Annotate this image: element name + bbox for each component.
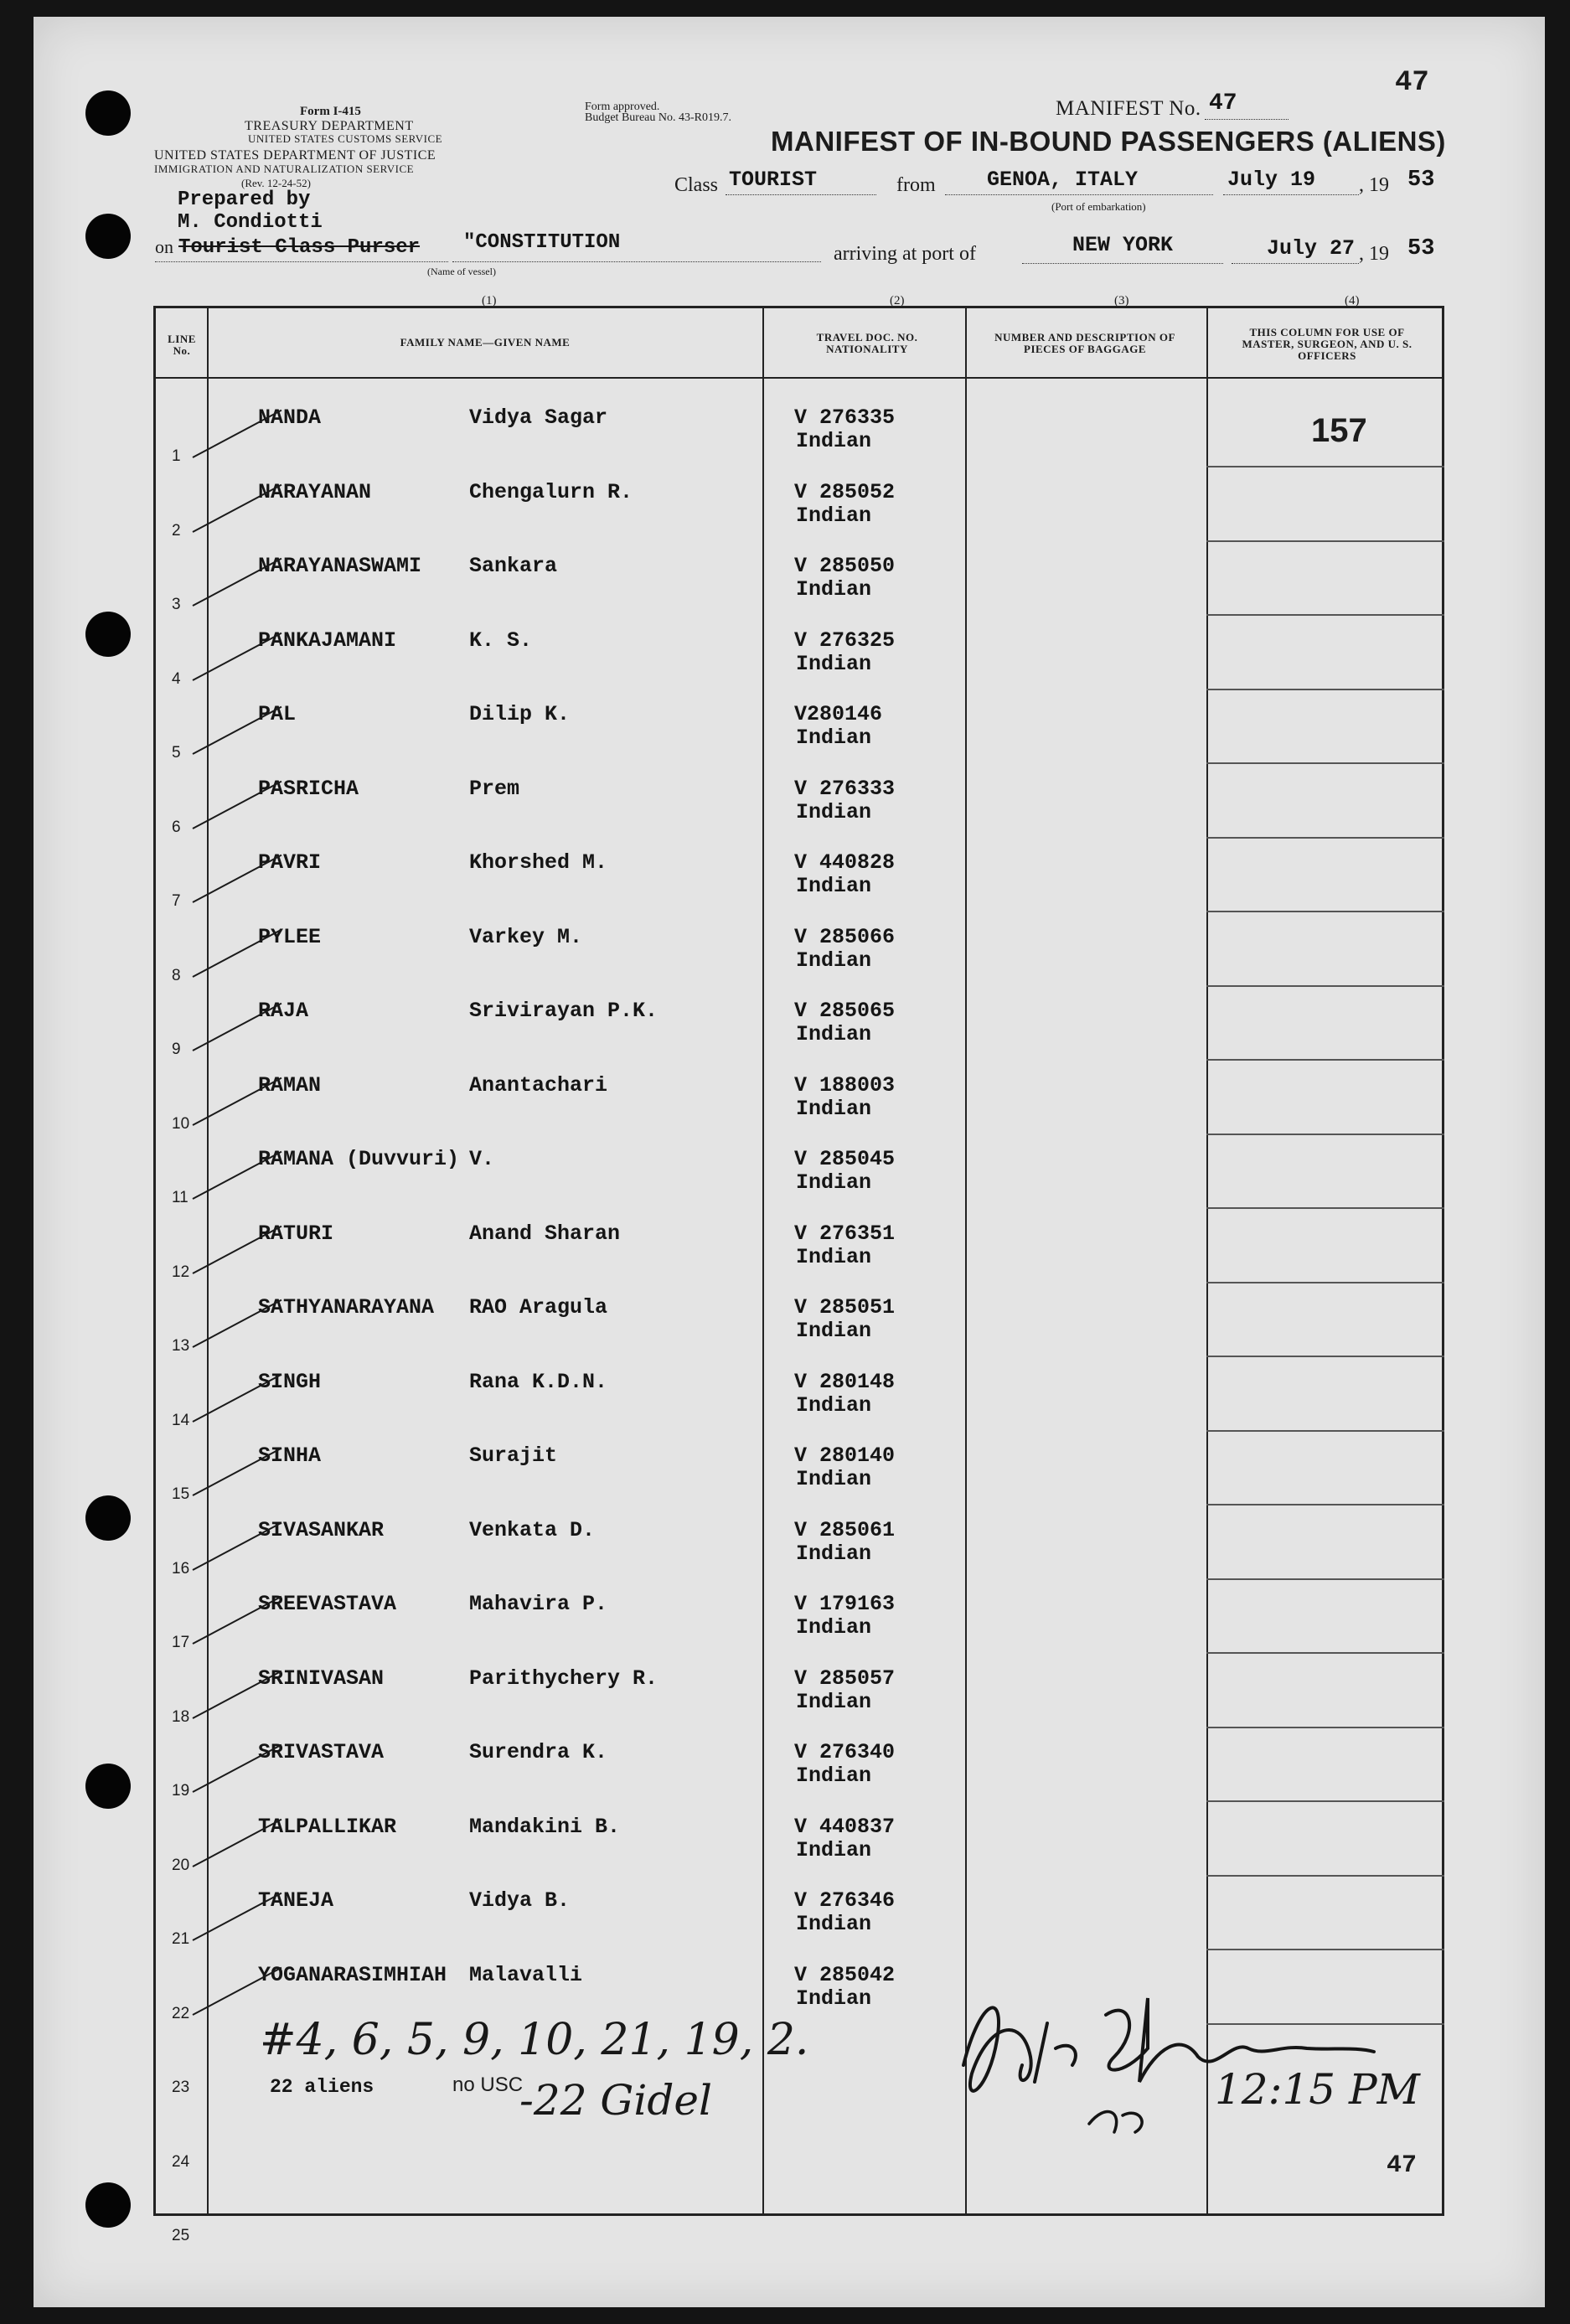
passenger-given-name: Surendra K. (469, 1740, 608, 1764)
signature-time: 12:15 PM (1215, 2065, 1420, 2114)
form-approved: Form approved. (585, 101, 660, 113)
binder-hole (85, 1764, 131, 1809)
passenger-travel-doc: V 285061 (794, 1517, 896, 1542)
arrival-year-prefix: , 19 (1359, 243, 1389, 265)
officer-column-rule (1206, 985, 1444, 987)
officer-column-rule (1206, 1800, 1444, 1802)
officer-column-rule (1206, 614, 1444, 616)
manifest-title: MANIFEST OF IN-BOUND PASSENGERS (ALIENS) (771, 126, 1446, 157)
passenger-family-name: PANKAJAMANI (258, 627, 397, 653)
passenger-family-name: PASRICHA (258, 776, 359, 801)
arrival-year: 53 (1407, 236, 1435, 261)
line-number: 4 (172, 669, 181, 688)
passenger-given-name: Parithychery R. (469, 1666, 658, 1691)
aliens-count: 22 aliens (270, 2076, 374, 2098)
passenger-travel-doc: V 276346 (794, 1888, 896, 1913)
line-number: 18 (172, 1707, 190, 1726)
passenger-given-name: Dilip K. (469, 702, 571, 726)
passenger-nationality: Indian (796, 1096, 872, 1121)
officer-column-rule (1206, 689, 1444, 690)
passenger-family-name: PAL (258, 702, 297, 726)
passenger-given-name: Srivirayan P.K. (469, 999, 658, 1023)
line-number: 19 (172, 1782, 190, 1800)
passenger-given-name: Malavalli (469, 1962, 583, 1987)
passenger-travel-doc: V 285057 (794, 1666, 896, 1691)
column-number-1: (1) (482, 294, 497, 307)
line-number: 9 (172, 1041, 181, 1058)
officer-column-rule (1206, 1207, 1444, 1209)
passenger-nationality: Indian (796, 577, 872, 602)
officer-column-rule (1206, 1875, 1444, 1877)
passenger-given-name: Vidya Sagar (469, 405, 608, 430)
passenger-travel-doc: V 276340 (794, 1740, 896, 1764)
binder-hole (85, 1495, 131, 1541)
line-number: 1 (172, 447, 181, 465)
line-number: 2 (172, 521, 181, 540)
passenger-travel-doc: V 285065 (794, 999, 896, 1023)
passenger-travel-doc: V 276351 (794, 1221, 896, 1246)
passenger-nationality: Indian (796, 1170, 872, 1195)
departure-year-prefix: , 19 (1359, 174, 1389, 196)
budget-bureau: Budget Bureau No. 43-R019.7. (585, 111, 731, 124)
header-officers: THIS COLUMN FOR USE OF MASTER, SURGEON, AND U. S. OFFICERS (1242, 326, 1412, 362)
line-number: 21 (172, 1930, 190, 1948)
line-number: 5 (172, 744, 181, 762)
officer-column-rule (1206, 1059, 1444, 1061)
binder-hole (85, 214, 131, 259)
passenger-given-name: Rana K.D.N. (469, 1369, 608, 1394)
form-id: Form I-415 (300, 105, 361, 118)
column-number-4: (4) (1345, 294, 1360, 307)
passenger-nationality: Indian (796, 1541, 872, 1566)
passenger-family-name: TALPALLIKAR (258, 1814, 397, 1839)
line-number: 8 (172, 966, 181, 984)
manifest-number: 47 (1209, 90, 1237, 116)
vessel-line (155, 261, 448, 262)
treasury-department: TREASURY DEPARTMENT (245, 119, 414, 133)
passenger-given-name: V. (469, 1147, 495, 1171)
passenger-nationality: Indian (796, 429, 872, 453)
passenger-travel-doc: V 285066 (794, 924, 896, 949)
header-baggage: NUMBER AND DESCRIPTION OF PIECES OF BAGGAGE (994, 331, 1175, 355)
passenger-family-name: YOGANARASIMHIAH (258, 1962, 447, 1987)
officer-column-rule (1206, 1430, 1444, 1432)
officer-column-rule (1206, 837, 1444, 839)
passenger-travel-doc: V 280140 (794, 1443, 896, 1468)
arrival-date: July 27 (1267, 236, 1356, 261)
class-value: TOURIST (729, 168, 818, 192)
on-label: on (155, 236, 173, 257)
passenger-nationality: Indian (796, 1392, 872, 1418)
column-divider (965, 306, 967, 2216)
binder-hole (85, 2182, 131, 2228)
departure-line (1223, 194, 1359, 195)
vessel-name: "CONSTITUTION (463, 231, 621, 254)
passenger-travel-doc: V 440828 (794, 850, 896, 875)
class-label: Class (674, 174, 719, 196)
column-number-3: (3) (1114, 294, 1129, 307)
passenger-travel-doc: V 276325 (794, 627, 896, 653)
officer-column-rule (1206, 1134, 1444, 1135)
vessel-caption: (Name of vessel) (427, 266, 496, 277)
arriving-label: arriving at port of (834, 243, 976, 265)
preparer-name: M. Condiotti (178, 211, 323, 234)
passenger-given-name: Mandakini B. (469, 1814, 621, 1839)
passenger-given-name: Prem (469, 776, 520, 801)
passenger-nationality: Indian (796, 874, 872, 898)
line-number: 17 (172, 1634, 190, 1651)
passenger-family-name: SRIVASTAVA (258, 1740, 385, 1764)
from-line (945, 194, 1213, 195)
passenger-given-name: Mahavira P. (469, 1592, 608, 1616)
passenger-given-name: RAO Aragula (469, 1295, 608, 1320)
passenger-travel-doc: V 285050 (794, 554, 896, 578)
passenger-family-name: SRINIVASAN (258, 1666, 385, 1691)
line-number: 6 (172, 818, 181, 836)
passenger-family-name: TANEJA (258, 1888, 334, 1913)
passenger-family-name: NARAYANASWAMI (258, 554, 422, 578)
passenger-nationality: Indian (796, 1319, 872, 1343)
passenger-family-name: SREEVASTAVA (258, 1592, 397, 1616)
line-number: 15 (172, 1485, 190, 1503)
header-rule (153, 377, 1444, 379)
customs-service: UNITED STATES CUSTOMS SERVICE (248, 132, 443, 145)
binder-hole (85, 90, 131, 136)
class-line (726, 194, 876, 195)
line-number: 11 (172, 1189, 189, 1206)
purser-role: Tourist Class Purser (178, 236, 421, 259)
binder-hole (85, 612, 131, 657)
passenger-family-name: RAJA (258, 999, 309, 1023)
passenger-family-name: RAMANA (Duvvuri) (258, 1147, 460, 1171)
passenger-nationality: Indian (796, 1615, 872, 1640)
passenger-given-name: Varkey M. (469, 924, 583, 949)
officer-column-rule (1206, 762, 1444, 764)
line-number: 10 (172, 1114, 190, 1133)
passenger-family-name: SIVASANKAR (258, 1517, 385, 1542)
passenger-nationality: Indian (796, 1764, 872, 1788)
passenger-family-name: PYLEE (258, 924, 322, 949)
passenger-nationality: Indian (796, 726, 872, 750)
passenger-family-name: PAVRI (258, 850, 322, 875)
passenger-given-name: Anand Sharan (469, 1221, 621, 1246)
passenger-family-name: NARAYANAN (258, 479, 372, 504)
line-number: 7 (172, 892, 181, 910)
line-number: 14 (172, 1411, 190, 1429)
passenger-nationality: Indian (796, 1022, 872, 1046)
passenger-given-name: Anantachari (469, 1072, 608, 1097)
officer-column-rule (1206, 1578, 1444, 1580)
page-number-top: 47 (1395, 67, 1429, 99)
officer-column-rule (1206, 1504, 1444, 1505)
passenger-travel-doc: V 285052 (794, 479, 896, 504)
from-label: from (896, 174, 936, 196)
port-caption: (Port of embarkation) (1051, 200, 1146, 213)
line-number: 16 (172, 1559, 190, 1578)
passenger-given-name: Surajit (469, 1443, 558, 1468)
line-number: 13 (172, 1337, 190, 1355)
form-revision: (Rev. 12-24-52) (241, 177, 311, 189)
passenger-travel-doc: V 280148 (794, 1369, 896, 1394)
passenger-nationality: Indian (796, 1986, 872, 2011)
passenger-travel-doc: V 285042 (794, 1962, 896, 1987)
officer-column-rule (1206, 1282, 1444, 1283)
officer-column-rule (1206, 1727, 1444, 1728)
passenger-nationality: Indian (796, 651, 872, 676)
handwritten-note: -22 Gidel (519, 2076, 712, 2125)
column-number-2: (2) (890, 294, 905, 307)
officer-column-rule (1206, 1356, 1444, 1357)
arrival-date-line (1232, 263, 1359, 264)
passenger-nationality: Indian (796, 1912, 872, 1936)
passenger-nationality: Indian (796, 948, 872, 973)
line-number: 25 (172, 2227, 190, 2244)
line-number: 23 (172, 2079, 190, 2096)
from-port: GENOA, ITALY (987, 168, 1139, 192)
passenger-nationality: Indian (796, 1689, 872, 1714)
passenger-family-name: RAMAN (258, 1072, 322, 1097)
passenger-travel-doc: V 276333 (794, 776, 896, 801)
passenger-travel-doc: V 285051 (794, 1295, 896, 1320)
line-number: 24 (172, 2152, 190, 2171)
usc-note: no USC (452, 2074, 524, 2096)
manifest-no-label: MANIFEST No. (1056, 97, 1201, 120)
vessel-name-line (452, 261, 821, 262)
passenger-travel-doc: V 188003 (794, 1072, 896, 1097)
departure-year: 53 (1407, 168, 1435, 193)
passenger-given-name: Khorshed M. (469, 850, 608, 875)
prepared-by-label: Prepared by (178, 189, 311, 211)
inspector-signature (930, 1965, 1399, 2149)
department-of-justice: UNITED STATES DEPARTMENT OF JUSTICE (154, 148, 436, 163)
officer-column-rule (1206, 911, 1444, 912)
passenger-nationality: Indian (796, 1467, 872, 1491)
passenger-nationality: Indian (796, 1837, 872, 1862)
officer-column-rule (1206, 1949, 1444, 1950)
page-number-bottom: 47 (1387, 2151, 1418, 2180)
passenger-given-name: Sankara (469, 554, 558, 578)
passenger-travel-doc: V280146 (794, 702, 883, 726)
passenger-given-name: K. S. (469, 627, 533, 653)
officer-column-rule (1206, 540, 1444, 542)
passenger-family-name: SATHYANARAYANA (258, 1295, 435, 1320)
officer-column-rule (1206, 466, 1444, 467)
line-number: 22 (172, 2004, 190, 2022)
column-divider (762, 306, 764, 2216)
header-line-no: LINE No. (168, 333, 196, 357)
passenger-given-name: Venkata D. (469, 1517, 596, 1542)
arrival-port-line (1022, 263, 1223, 264)
passenger-travel-doc: V 179163 (794, 1592, 896, 1616)
column-divider (207, 306, 209, 2216)
ins-service: IMMIGRATION AND NATURALIZATION SERVICE (154, 163, 415, 175)
passenger-travel-doc: V 276335 (794, 405, 896, 430)
passenger-family-name: NANDA (258, 405, 322, 430)
arrival-port: NEW YORK (1072, 233, 1174, 257)
passenger-nationality: Indian (796, 503, 872, 528)
line-number: 12 (172, 1263, 190, 1281)
passenger-family-name: SINGH (258, 1369, 322, 1394)
passenger-given-name: Chengalurn R. (469, 479, 633, 504)
passenger-given-name: Vidya B. (469, 1888, 571, 1913)
passenger-travel-doc: V 285045 (794, 1147, 896, 1171)
departure-date: July 19 (1227, 168, 1316, 192)
passenger-family-name: SINHA (258, 1443, 322, 1468)
line-number: 20 (172, 1856, 190, 1874)
line-number: 3 (172, 596, 181, 613)
column-divider (1206, 306, 1208, 2216)
header-travel-doc: TRAVEL DOC. NO. NATIONALITY (816, 331, 918, 355)
handwritten-line-numbers: #4, 6, 5, 9, 10, 21, 19, 2. (260, 2015, 809, 2065)
passenger-nationality: Indian (796, 799, 872, 824)
header-name: FAMILY NAME—GIVEN NAME (400, 336, 571, 349)
officer-note: 157 (1311, 412, 1367, 449)
passenger-nationality: Indian (796, 1244, 872, 1269)
manifest-no-line (1205, 119, 1289, 120)
passenger-travel-doc: V 440837 (794, 1814, 896, 1839)
officer-column-rule (1206, 1652, 1444, 1654)
passenger-family-name: RATURI (258, 1221, 334, 1246)
